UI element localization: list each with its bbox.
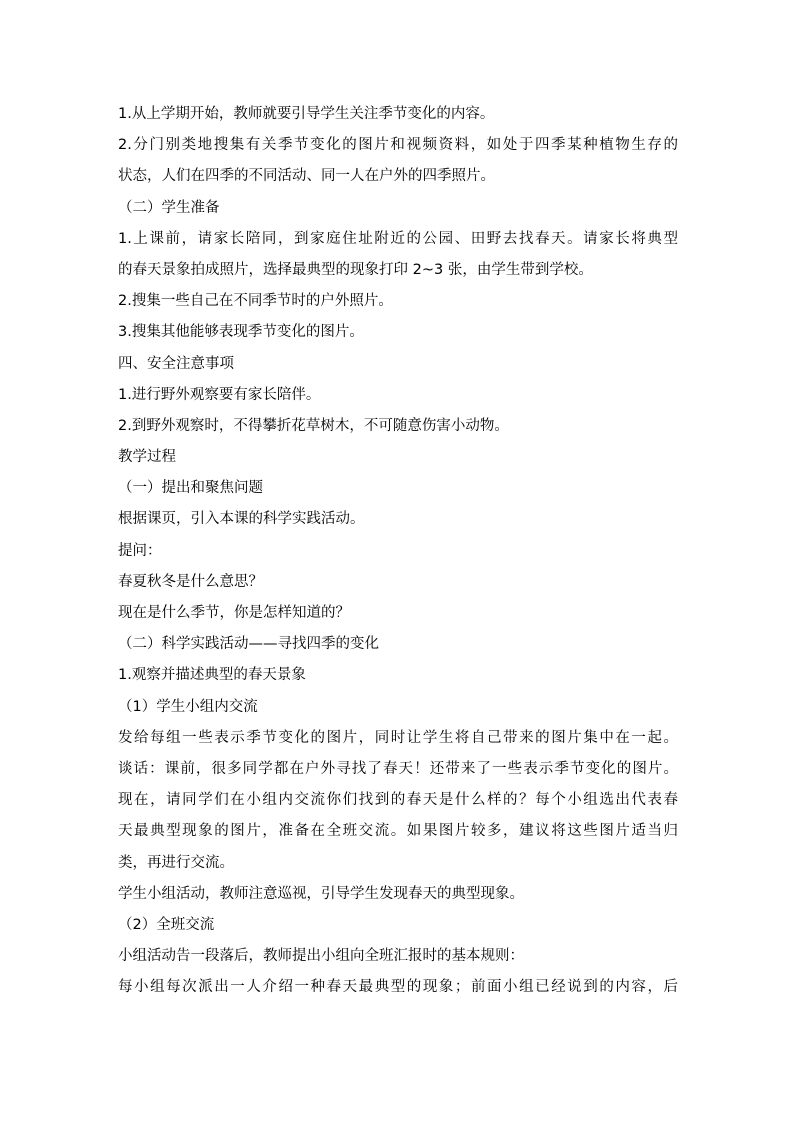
section-heading: （1）学生小组内交流	[118, 698, 258, 715]
text-line: 1.上课前，请家长陪同，到家庭住址附近的公园、田野去找春天。请家长将典型	[118, 230, 678, 247]
text-line: 谈话：课前，很多同学都在户外寻找了春天！还带来了一些表示季节变化的图片。	[118, 760, 678, 777]
text-line: 发给每组一些表示季节变化的图片，同时让学生将自己带来的图片集中在一起。	[118, 729, 678, 746]
section-heading: 四、安全注意事项	[118, 355, 234, 372]
text-line: 1.进行野外观察要有家长陪伴。	[118, 386, 321, 403]
text-line: 天最典型现象的图片，准备在全班交流。如果图片较多，建议将这些图片适当归	[118, 823, 678, 840]
section-heading: （2）全班交流	[118, 916, 215, 933]
text-line: 2.分门别类地搜集有关季节变化的图片和视频资料，如处于四季某种植物生存的	[118, 137, 678, 154]
section-heading: 教学过程	[118, 449, 176, 466]
text-line: 1.从上学期开始，教师就要引导学生关注季节变化的内容。	[118, 106, 495, 122]
text-line: 2.搜集一些自己在不同季节时的户外照片。	[118, 293, 393, 310]
section-heading: （二）学生准备	[118, 199, 220, 216]
text-line: 现在是什么季节，你是怎样知道的？	[118, 605, 350, 621]
text-line: 3.搜集其他能够表现季节变化的图片。	[118, 324, 364, 341]
section-heading: （一）提出和聚焦问题	[118, 480, 263, 497]
text-line: 的春天景象拍成照片，选择最典型的现象打印 2~3 张，由学生带到学校。	[118, 261, 593, 278]
text-line: 现在，请同学们在小组内交流你们找到的春天是什么样的？每个小组选出代表春	[118, 792, 678, 809]
text-line: 春夏秋冬是什么意思？	[118, 573, 263, 590]
text-line: 提问：	[118, 542, 162, 559]
text-line: 类，再进行交流。	[118, 854, 234, 871]
document-body	[118, 99, 678, 1003]
text-line: 状态，人们在四季的不同活动、同一人在户外的四季照片。	[118, 168, 495, 185]
text-line: 根据课页，引入本课的科学实践活动。	[118, 511, 365, 528]
text-line: 学生小组活动，教师注意巡视，引导学生发现春天的典型现象。	[118, 885, 524, 902]
text-line: 2.到野外观察时，不得攀折花草树木，不可随意伤害小动物。	[118, 417, 509, 434]
section-heading: （二）科学实践活动——寻找四季的变化	[118, 636, 379, 653]
text-line: 每小组每次派出一人介绍一种春天最典型的现象；前面小组已经说到的内容，后	[118, 979, 678, 996]
text-line: 小组活动告一段落后，教师提出小组向全班汇报时的基本规则：	[118, 948, 524, 965]
text-line: 1.观察并描述典型的春天景象	[118, 667, 306, 684]
